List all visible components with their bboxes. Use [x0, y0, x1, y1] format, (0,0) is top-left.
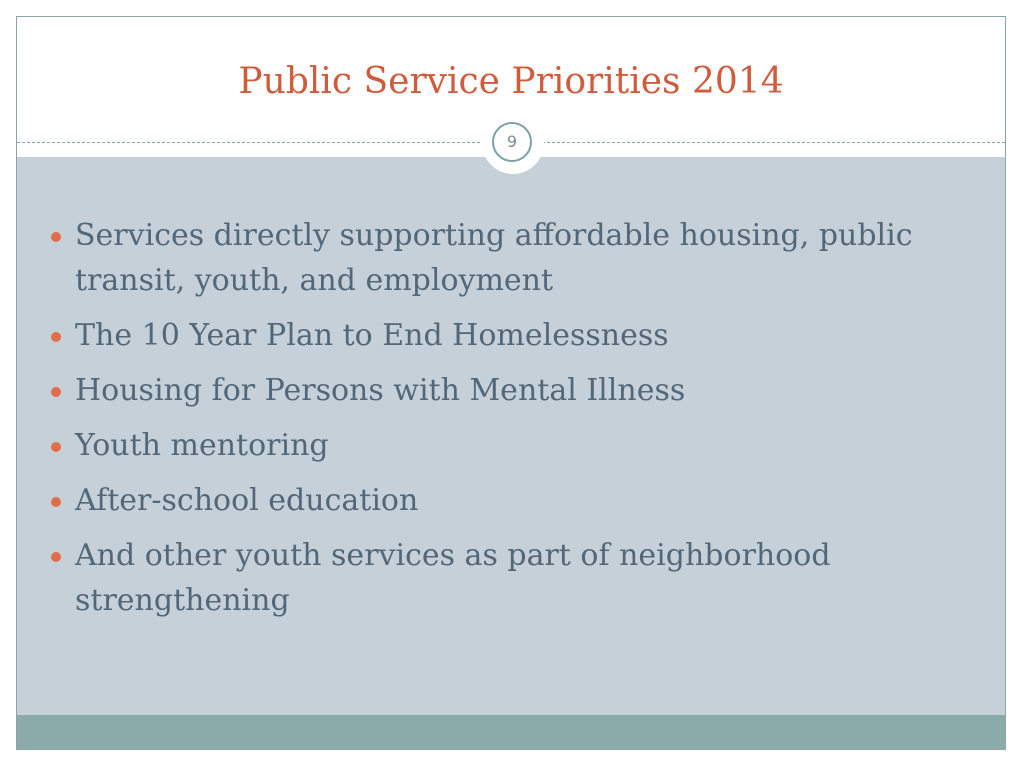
bullet-text: And other youth services as part of neighborhood strengthening [75, 538, 831, 618]
bullet-dot-icon [51, 442, 61, 452]
bullet-item [49, 213, 929, 303]
bullet-item [49, 478, 929, 523]
bullet-item [49, 313, 929, 358]
bullet-text: Youth mentoring [75, 428, 329, 463]
page-number-badge: 9 [492, 122, 532, 162]
bullet-item [49, 423, 929, 468]
bullet-dot-icon [51, 332, 61, 342]
bullet-item [49, 533, 929, 623]
bullet-text: The 10 Year Plan to End Homelessness [75, 318, 669, 353]
slide [16, 16, 1006, 750]
bullet-text: Services directly supporting affordable housing, public transit, youth, and employment [75, 218, 913, 298]
slide-title: Public Service Priorities 2014 [238, 61, 784, 102]
bullet-dot-icon [51, 497, 61, 507]
bullet-text: Housing for Persons with Mental Illness [75, 373, 686, 408]
bullet-text: After-school education [75, 483, 419, 518]
bullet-dot-icon [51, 552, 61, 562]
bullet-dot-icon [51, 232, 61, 242]
bullet-item [49, 368, 929, 413]
bullet-dot-icon [51, 387, 61, 397]
bullet-list [49, 213, 929, 633]
footer-band [17, 715, 1005, 750]
